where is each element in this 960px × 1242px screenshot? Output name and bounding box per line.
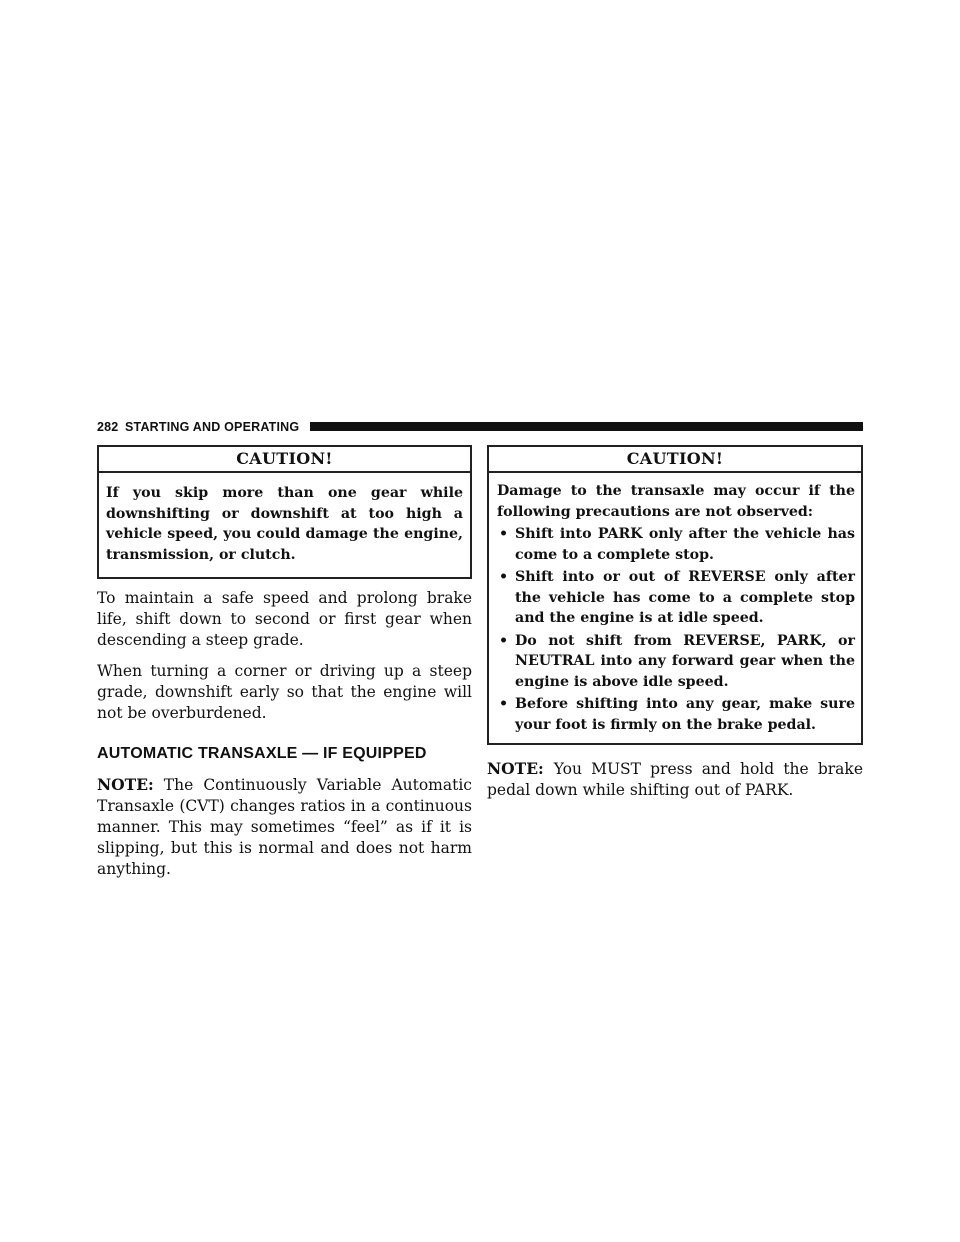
section-title: STARTING AND OPERATING <box>125 420 300 434</box>
page-header <box>97 419 863 435</box>
caution-intro: Damage to the transaxle may occur if the following precautions are not observed: <box>497 483 855 520</box>
paragraph-brake-life: To maintain a safe speed and prolong brake life, shift down to second or first gear when descending a steep grade. <box>97 589 472 649</box>
header-rule <box>310 422 863 431</box>
note-park <box>487 758 863 801</box>
note-label: NOTE: <box>97 775 154 794</box>
bullet-text: Shift into PARK only after the vehicle has come to a complete stop. <box>515 526 855 563</box>
bullet-item <box>497 694 855 735</box>
note-text: You MUST press and hold the brake pedal down while shifting out of PARK. <box>487 760 863 799</box>
caution-title: CAUTION! <box>489 447 861 473</box>
caution-body <box>489 473 861 743</box>
bullet-icon: • <box>499 526 509 542</box>
note-label: NOTE: <box>487 759 544 778</box>
note-text: The Continuously Variable Automatic Transaxle (CVT) changes ratios in a continuous manner. This may sometimes “feel” as if it is slipping, but this is normal and does not harm anything. <box>97 776 472 878</box>
left-column <box>97 445 472 880</box>
caution-bullet-list <box>497 524 855 735</box>
caution-box-transaxle <box>487 445 863 745</box>
bullet-item <box>497 567 855 629</box>
note-cvt <box>97 774 472 880</box>
right-column <box>487 445 863 801</box>
caution-title: CAUTION! <box>99 447 470 473</box>
bullet-icon: • <box>499 696 509 712</box>
subheading-automatic-transaxle: AUTOMATIC TRANSAXLE — IF EQUIPPED <box>97 745 427 762</box>
bullet-icon: • <box>499 569 509 585</box>
caution-box-downshift <box>97 445 472 579</box>
bullet-item <box>497 631 855 693</box>
bullet-text: Shift into or out of REVERSE only after the vehicle has come to a complete stop and the engine is at idle speed. <box>515 569 855 626</box>
bullet-text: Before shifting into any gear, make sure your foot is firmly on the brake pedal. <box>515 696 855 733</box>
bullet-text: Do not shift from REVERSE, PARK, or NEUTRAL into any forward gear when the engine is above idle speed. <box>515 632 855 690</box>
bullet-item <box>497 524 855 565</box>
page-number: 282 <box>97 420 119 434</box>
paragraph-downshift-early: When turning a corner or driving up a steep grade, downshift early so that the engine will not be overburdened. <box>97 662 472 722</box>
bullet-icon: • <box>499 632 509 649</box>
caution-text: If you skip more than one gear while downshifting or downshift at too high a vehicle speed, you could damage the engine, transmission, or clutch. <box>106 485 463 563</box>
